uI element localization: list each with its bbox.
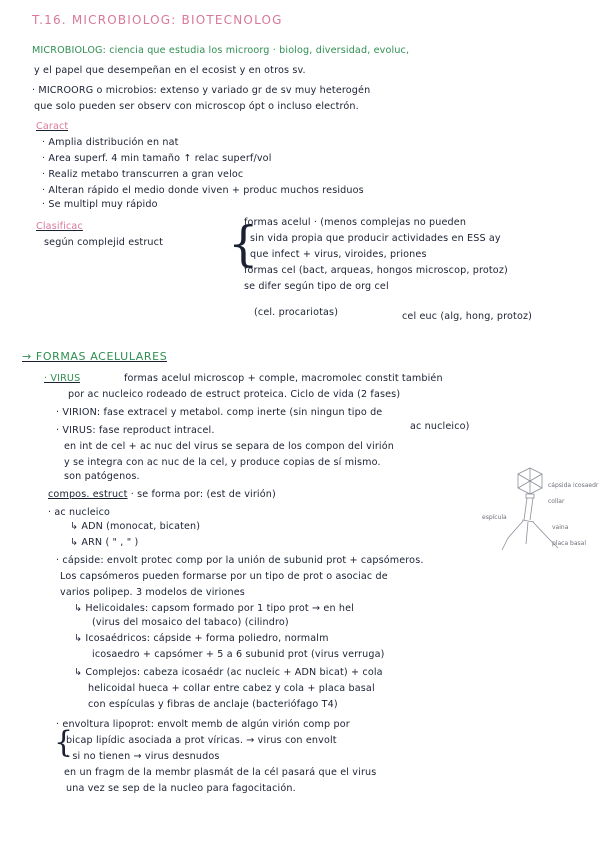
virus-intra-line: y se integra con ac nuc de la cel, y produce copias de sí mismo. bbox=[64, 457, 381, 468]
formas-acelulares-heading: → FORMAS ACELULARES bbox=[22, 350, 168, 363]
capsid-model-line: con espículas y fibras de anclaje (bacteriófago T4) bbox=[88, 699, 338, 710]
capsid-line: Los capsómeros pueden formarse por un tipo de prot o asociac de bbox=[60, 571, 388, 582]
virus-intra-line: · VIRUS: fase reproduct intracel. bbox=[56, 425, 215, 436]
label-collar: collar bbox=[548, 498, 565, 505]
clasif-line: se difer según tipo de org cel bbox=[244, 281, 389, 292]
capsid-model-line: (virus del mosaico del tabaco) (cilindro) bbox=[92, 617, 289, 628]
definition-microbiologia: MICROBIOLOG: ciencia que estudia los microorg · biolog, diversidad, evoluc, bbox=[32, 45, 410, 56]
final-line: en un fragm de la membr plasmát de la cél pasará que el virus bbox=[64, 767, 377, 778]
clasif-eukaryote: cel euc (alg, hong, protoz) bbox=[402, 311, 533, 322]
clasif-criterion: según complejid estruct bbox=[44, 237, 163, 248]
ac-nucleico-line: ↳ ADN (monocat, bicaten) bbox=[70, 521, 201, 532]
label-spicule: espícula bbox=[482, 514, 507, 521]
capsid-line: varios polipep. 3 modelos de viriones bbox=[60, 587, 245, 598]
compos-rest: · se forma por: (est de virión) bbox=[130, 489, 276, 500]
ac-nucleico-line: · ac nucleico bbox=[48, 507, 111, 518]
clasif-heading: Clasificac bbox=[36, 221, 83, 232]
capsid-model-line: ↳ Helicoidales: capsom formado por 1 tipo prot → en hel bbox=[74, 603, 354, 614]
brace-symbol: { bbox=[54, 725, 74, 760]
virus-intra-line: son patógenos. bbox=[64, 471, 140, 482]
caract-item: · Amplia distribución en nat bbox=[42, 137, 179, 148]
label-sheath: vaina bbox=[552, 524, 569, 531]
collar bbox=[526, 494, 534, 498]
brace-symbol: { bbox=[228, 216, 259, 272]
clasif-line: formas cel (bact, arqueas, hongos microscop, protoz) bbox=[244, 265, 508, 276]
base-plate bbox=[522, 520, 534, 522]
capsid-model-line: ↳ Icosaédricos: cápside + forma poliedro, normalm bbox=[74, 633, 329, 644]
tail-sheath bbox=[524, 498, 527, 520]
virion-line: ac nucleico) bbox=[410, 421, 470, 432]
envoltura-line: · envoltura lipoprot: envolt memb de algún virión comp por bbox=[56, 719, 350, 730]
caract-heading: Caract bbox=[36, 121, 69, 132]
capsid-model-line: helicoidal hueca + collar entre cabez y cola + placa basal bbox=[88, 683, 375, 694]
label-capsid: cápsida icosaedr bbox=[548, 482, 599, 489]
definition-microorg: · MICROORG o microbios: extenso y variado gr de sv muy heterogén bbox=[32, 85, 371, 96]
caract-item: · Area superf. 4 min tamaño ↑ relac superf/vol bbox=[42, 153, 272, 164]
clasif-line: formas acelul · (menos complejas no pueden bbox=[244, 217, 467, 228]
page-title: T.16. MICROBIOLOG: BIOTECNOLOG bbox=[32, 14, 283, 27]
ac-nucleico-line: ↳ ARN ( " , " ) bbox=[70, 537, 139, 548]
definition-line-2: y el papel que desempeñan en el ecosist y en otros sv. bbox=[34, 65, 306, 76]
tail-fiber bbox=[508, 521, 523, 538]
caract-item: · Se multipl muy rápido bbox=[42, 199, 158, 210]
compos-estruct bbox=[48, 488, 276, 501]
capsid-model-line: ↳ Complejos: cabeza icosaédr (ac nucleic + ADN bicat) + cola bbox=[74, 667, 383, 678]
caract-item: · Alteran rápido el medio donde viven + produc muchos residuos bbox=[42, 185, 364, 196]
capsid-model-line: icosaedro + capsómer + 5 a 6 subunid prot (virus verruga) bbox=[92, 649, 385, 660]
clasif-line: sin vida propia que producir actividades en ESS ay bbox=[250, 233, 501, 244]
compos-heading: compos. estruct bbox=[48, 489, 128, 500]
definition-line-4: que solo pueden ser observ con microscop ópt o incluso electrón. bbox=[34, 101, 359, 112]
envoltura-line: · si no tienen → virus desnudos bbox=[66, 751, 220, 762]
capsid-line: · cápside: envolt protec comp por la unión de subunid prot + capsómeros. bbox=[56, 555, 424, 566]
label-base-plate: placa basal bbox=[552, 540, 586, 547]
caract-item: · Realiz metabo transcurren a gran veloc bbox=[42, 169, 244, 180]
virus-intra-line: en int de cel + ac nuc del virus se separa de los compon del virión bbox=[64, 441, 394, 452]
envoltura-line: bicap lipídic asociada a prot víricas. → virus con envolt bbox=[66, 735, 337, 746]
virion-line: · VIRION: fase extracel y metabol. comp inerte (sin ningun tipo de bbox=[56, 407, 383, 418]
virus-def-line: formas acelul microscop + comple, macromolec constit también bbox=[124, 373, 443, 384]
final-line: una vez se sep de la nucleo para fagocitación. bbox=[66, 783, 296, 794]
virus-label: · VIRUS bbox=[44, 373, 81, 384]
virus-def-line: por ac nucleico rodeado de estruct proteica. Ciclo de vida (2 fases) bbox=[68, 389, 401, 400]
clasif-line: que infect + virus, viroides, priones bbox=[250, 249, 427, 260]
clasif-prokaryote: (cel. procariotas) bbox=[254, 307, 339, 318]
